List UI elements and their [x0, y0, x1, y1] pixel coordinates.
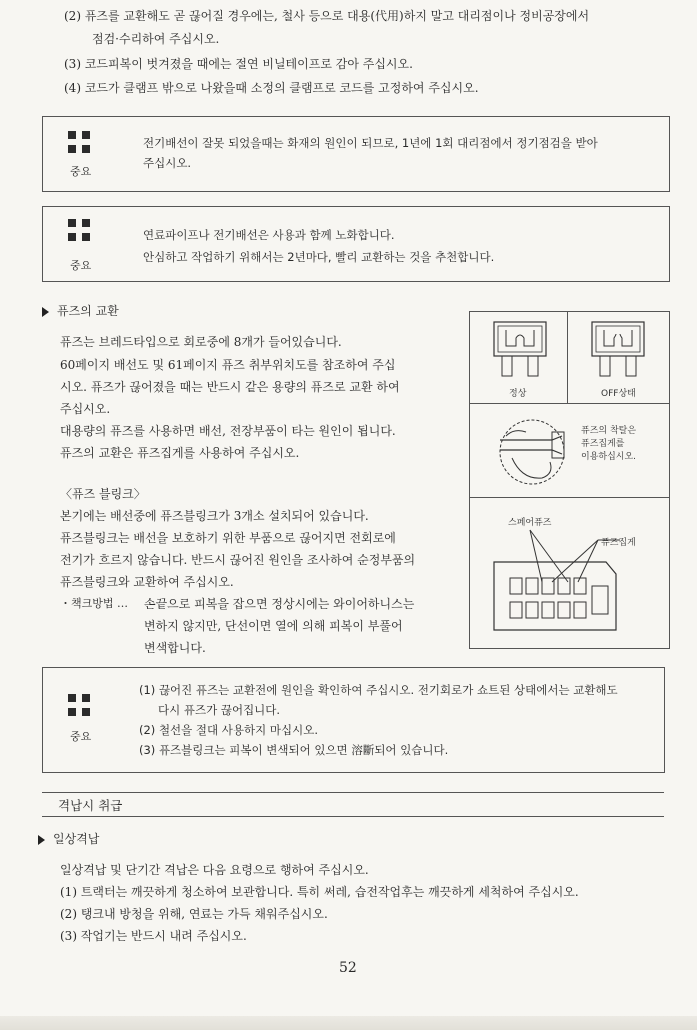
item-text: 퓨즈블링크는 피복이 변색되어 있으면 溶斷되어 있습니다.: [158, 743, 449, 757]
item-text: 탱크내 방청을 위해, 연료는 가득 채워주십시오.: [80, 907, 328, 921]
paragraph-line: 퓨즈는 브레드타입으로 회로중에 8개가 들어있습니다.: [60, 335, 342, 349]
list-item: [139, 682, 618, 698]
normal-label: 정상: [509, 389, 527, 399]
important-box: [42, 206, 670, 282]
important-icon: [68, 219, 90, 241]
chapter-heading: 격납시 취급: [58, 798, 123, 813]
list-item: [139, 722, 318, 738]
header-rule: [42, 816, 664, 817]
item-text: 코드피복이 벗겨졌을 때에는 절연 비닐테이프로 감아 주십시오.: [84, 57, 413, 71]
important-box: [42, 667, 665, 773]
triangle-bullet-icon: [38, 835, 45, 845]
important-icon: [68, 694, 90, 716]
important-text: 주십시오.: [143, 156, 192, 170]
important-text: 안심하고 작업하기 위해서는 2년마다, 빨리 교환하는 것을 추천합니다.: [143, 250, 495, 264]
note-line: 퓨즈의 착탈은: [581, 426, 637, 436]
item-number: (3): [60, 929, 77, 943]
item-number: (2): [60, 907, 77, 921]
item-text: 철선을 절대 사용하지 마십시오.: [158, 723, 318, 737]
fuse-tongs-label: 퓨즈집게: [601, 538, 636, 548]
section-title: [42, 302, 119, 319]
paragraph-line: 전기가 흐르지 않습니다. 반드시 끊어진 원인을 조사하여 순정부품의: [60, 553, 416, 567]
section-title: [38, 830, 99, 847]
paragraph-line: 퓨즈블링크와 교환하여 주십시오.: [60, 575, 234, 589]
list-item: [64, 8, 589, 24]
list-item: [64, 80, 479, 96]
paragraph-line: 대용량의 퓨즈를 사용하면 배선, 전장부품이 타는 원인이 됩니다.: [60, 424, 396, 438]
divider: [567, 312, 568, 403]
important-text: 연료파이프나 전기배선은 사용과 함께 노화합니다.: [143, 228, 395, 242]
important-text: 전기배선이 잘못 되었을때는 화재의 원인이 되므로, 1년에 1회 대리점에서 정기점검을 받아: [143, 136, 598, 150]
header-rule: [42, 792, 664, 793]
list-item: [60, 928, 247, 944]
subheading: 〈퓨즈 블링크〉: [60, 487, 146, 501]
list-item: [60, 884, 579, 900]
item-text: 코드가 클램프 밖으로 나왔을때 소정의 클램프로 코드를 고정하여 주십시오.: [84, 81, 479, 95]
item-number: (1): [139, 683, 156, 697]
section-title-text: 퓨즈의 교환: [57, 304, 119, 318]
off-label: OFF상태: [601, 389, 636, 399]
important-box: [42, 116, 670, 192]
page-number: 52: [339, 960, 357, 976]
item-number: (2): [139, 723, 156, 737]
scan-edge: [0, 1016, 697, 1030]
important-label: 중요: [70, 259, 92, 272]
item-text: 끊어진 퓨즈는 교환전에 원인을 확인하여 주십시오. 전기회로가 쇼트된 상태에서는 교환해도: [158, 683, 618, 697]
important-label: 중요: [70, 730, 92, 743]
list-item: [60, 906, 328, 922]
item-text: 퓨즈를 교환해도 곧 끊어질 경우에는, 철사 등으로 대용(代用)하지 말고 대리점이나 정비공장에서: [84, 9, 590, 23]
paragraph-line: 본기에는 배선중에 퓨즈블링크가 3개소 설치되어 있습니다.: [60, 509, 369, 523]
normal-fuse-icon: [488, 320, 552, 380]
item-text: 트랙터는 깨끗하게 청소하여 보관합니다. 특히 써레, 습전작업후는 깨끗하게 세척하여 주십시오.: [80, 885, 579, 899]
list-item: [139, 742, 448, 758]
item-number: (3): [139, 743, 156, 757]
divider: [470, 403, 669, 404]
paragraph-line: 주십시오.: [60, 402, 111, 416]
paragraph-line: 변하지 않지만, 단선이면 열에 의해 피복이 부풀어: [144, 619, 403, 633]
paragraph-line: 일상격납 및 단기간 격납은 다음 요령으로 행하여 주십시오.: [60, 863, 369, 877]
item-number: (1): [60, 885, 77, 899]
item-number: (4): [64, 81, 81, 95]
item-number: (2): [64, 9, 81, 23]
item-text: 점검·수리하여 주십시오.: [92, 32, 220, 46]
blown-fuse-icon: [586, 320, 650, 380]
paragraph-line: 60페이지 배선도 및 61페이지 퓨즈 취부위치도를 참조하여 주십: [60, 358, 396, 372]
item-number: (3): [64, 57, 81, 71]
tongs-note: [581, 425, 636, 464]
paragraph-line: 변색합니다.: [144, 641, 206, 655]
important-label: 중요: [70, 165, 92, 178]
list-item: [64, 56, 413, 72]
paragraph-line: 손끝으로 피복을 잡으면 정상시에는 와이어하니스는: [144, 597, 415, 611]
note-line: 이용하십시오.: [581, 452, 637, 462]
triangle-bullet-icon: [42, 307, 49, 317]
item-text: 작업기는 반드시 내려 주십시오.: [80, 929, 247, 943]
fuse-tongs-hand-icon: [492, 410, 582, 490]
item-text: 다시 퓨즈가 끊어집니다.: [158, 703, 281, 717]
paragraph-line: 시오. 퓨즈가 끊어졌을 때는 반드시 같은 용량의 퓨즈로 교환 하여: [60, 380, 400, 394]
note-line: 퓨즈집게를: [581, 439, 625, 449]
fuse-figure: [469, 311, 670, 649]
paragraph-line: 퓨즈블링크는 배선을 보호하기 위한 부품으로 끊어지면 전회로에: [60, 531, 396, 545]
fuse-box-icon: [480, 526, 660, 641]
check-method-label: ・책크방법 …: [60, 597, 129, 610]
list-item: [92, 31, 219, 47]
paragraph-line: 퓨즈의 교환은 퓨즈집게를 사용하여 주십시오.: [60, 446, 300, 460]
important-icon: [68, 131, 90, 153]
divider: [470, 497, 669, 498]
section-title-text: 일상격납: [53, 832, 100, 846]
spare-fuse-label: 스페어퓨즈: [508, 518, 552, 528]
